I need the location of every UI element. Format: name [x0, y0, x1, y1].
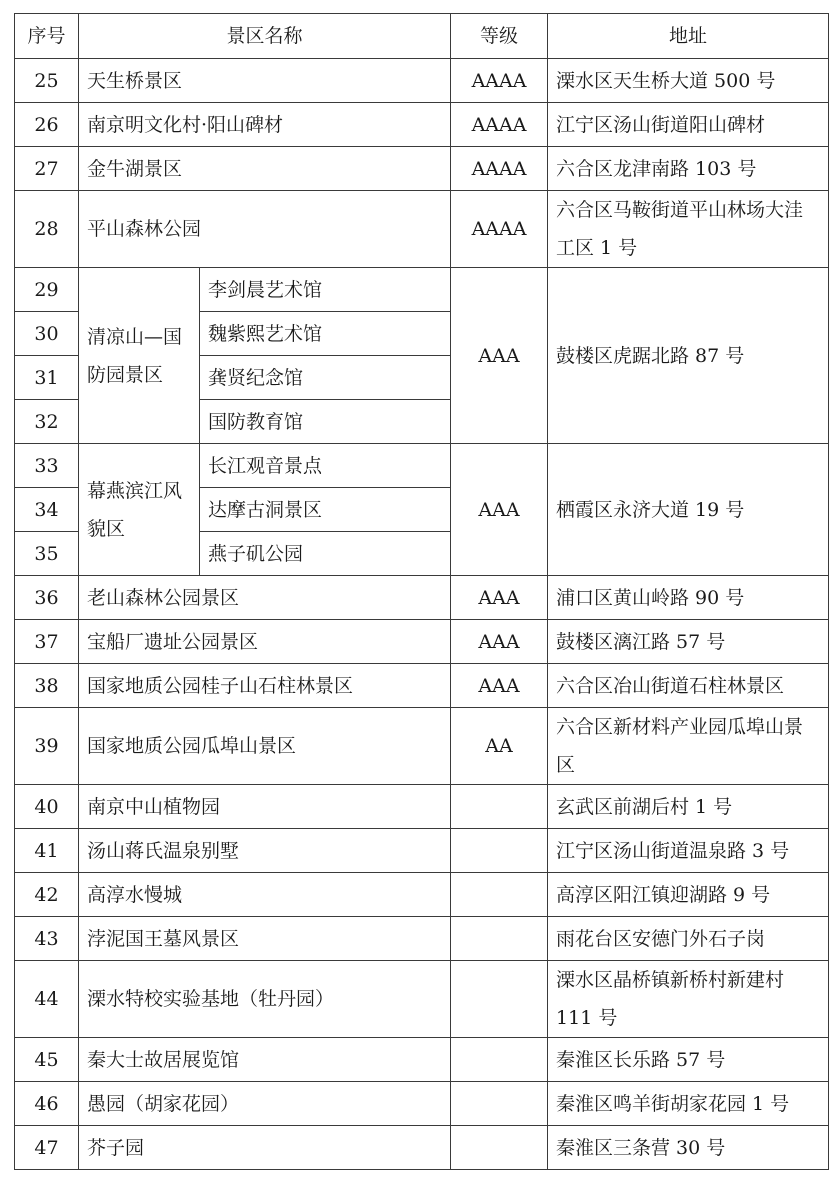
sub-name: 魏紫熙艺术馆: [200, 312, 451, 356]
row-address: 鼓楼区漓江路 57 号: [548, 620, 829, 664]
scenic-spots-table: [14, 13, 829, 1170]
row-address: 秦淮区鸣羊街胡家花园 1 号: [548, 1082, 829, 1126]
row-address: 江宁区汤山街道阳山碑材: [548, 103, 829, 147]
row-address: 六合区龙津南路 103 号: [548, 147, 829, 191]
row-name: 平山森林公园: [79, 191, 451, 268]
group-name: 幕燕滨江风貌区: [79, 444, 200, 576]
table-row: [15, 829, 829, 873]
row-grade: [451, 1082, 548, 1126]
row-no: 32: [15, 400, 79, 444]
row-name: 秦大士故居展览馆: [79, 1038, 451, 1082]
row-no: 40: [15, 785, 79, 829]
row-no: 28: [15, 191, 79, 268]
group-grade: AAA: [451, 268, 548, 444]
row-address: 秦淮区长乐路 57 号: [548, 1038, 829, 1082]
table-row: [15, 785, 829, 829]
row-no: 36: [15, 576, 79, 620]
row-address: 溧水区晶桥镇新桥村新建村 111 号: [548, 961, 829, 1038]
row-grade: AAAA: [451, 59, 548, 103]
group-address: 鼓楼区虎踞北路 87 号: [548, 268, 829, 444]
row-grade: AAAA: [451, 191, 548, 268]
row-grade: AA: [451, 708, 548, 785]
row-name: 浡泥国王墓风景区: [79, 917, 451, 961]
row-grade: [451, 961, 548, 1038]
header-grade: 等级: [451, 14, 548, 59]
row-no: 42: [15, 873, 79, 917]
row-grade: [451, 785, 548, 829]
row-no: 39: [15, 708, 79, 785]
row-no: 37: [15, 620, 79, 664]
row-address: 雨花台区安德门外石子岗: [548, 917, 829, 961]
row-address: 江宁区汤山街道温泉路 3 号: [548, 829, 829, 873]
table-row: [15, 59, 829, 103]
row-grade: AAAA: [451, 103, 548, 147]
row-no: 34: [15, 488, 79, 532]
row-grade: [451, 873, 548, 917]
row-address: 高淳区阳江镇迎湖路 9 号: [548, 873, 829, 917]
table-row: [15, 576, 829, 620]
row-name: 天生桥景区: [79, 59, 451, 103]
row-no: 46: [15, 1082, 79, 1126]
header-name: 景区名称: [79, 14, 451, 59]
sub-name: 李剑晨艺术馆: [200, 268, 451, 312]
group-grade: AAA: [451, 444, 548, 576]
row-name: 国家地质公园桂子山石柱林景区: [79, 664, 451, 708]
row-address: 溧水区天生桥大道 500 号: [548, 59, 829, 103]
table-row: [15, 708, 829, 785]
sub-name: 龚贤纪念馆: [200, 356, 451, 400]
row-address: 玄武区前湖后村 1 号: [548, 785, 829, 829]
row-grade: AAA: [451, 620, 548, 664]
row-no: 41: [15, 829, 79, 873]
row-no: 26: [15, 103, 79, 147]
table-row: [15, 1038, 829, 1082]
table-header-row: [15, 14, 829, 59]
table-row: [15, 917, 829, 961]
row-name: 愚园（胡家花园）: [79, 1082, 451, 1126]
row-address: 六合区冶山街道石柱林景区: [548, 664, 829, 708]
row-no: 27: [15, 147, 79, 191]
row-no: 29: [15, 268, 79, 312]
row-no: 38: [15, 664, 79, 708]
table-row: [15, 961, 829, 1038]
table-row: [15, 620, 829, 664]
row-name: 南京明文化村·阳山碑材: [79, 103, 451, 147]
table-row: [15, 1082, 829, 1126]
row-name: 高淳水慢城: [79, 873, 451, 917]
header-no: 序号: [15, 14, 79, 59]
row-name: 老山森林公园景区: [79, 576, 451, 620]
table-row: [15, 147, 829, 191]
row-address: 六合区新材料产业园瓜埠山景区: [548, 708, 829, 785]
row-address: 浦口区黄山岭路 90 号: [548, 576, 829, 620]
group-name: 清凉山—国防园景区: [79, 268, 200, 444]
row-grade: AAA: [451, 664, 548, 708]
row-no: 35: [15, 532, 79, 576]
table-row: [15, 873, 829, 917]
row-grade: [451, 1126, 548, 1170]
row-name: 宝船厂遗址公园景区: [79, 620, 451, 664]
row-grade: [451, 917, 548, 961]
sub-name: 燕子矶公园: [200, 532, 451, 576]
table-row: [15, 664, 829, 708]
row-grade: [451, 1038, 548, 1082]
row-grade: AAAA: [451, 147, 548, 191]
row-no: 31: [15, 356, 79, 400]
row-grade: [451, 829, 548, 873]
sub-name: 长江观音景点: [200, 444, 451, 488]
header-address: 地址: [548, 14, 829, 59]
table-row: [15, 103, 829, 147]
row-no: 44: [15, 961, 79, 1038]
sub-name: 达摩古洞景区: [200, 488, 451, 532]
group-address: 栖霞区永济大道 19 号: [548, 444, 829, 576]
row-no: 25: [15, 59, 79, 103]
row-name: 南京中山植物园: [79, 785, 451, 829]
row-no: 33: [15, 444, 79, 488]
table-row: [15, 268, 829, 312]
row-no: 30: [15, 312, 79, 356]
row-name: 国家地质公园瓜埠山景区: [79, 708, 451, 785]
row-name: 芥子园: [79, 1126, 451, 1170]
row-no: 43: [15, 917, 79, 961]
row-name: 金牛湖景区: [79, 147, 451, 191]
table-row: [15, 191, 829, 268]
row-name: 溧水特校实验基地（牡丹园）: [79, 961, 451, 1038]
row-address: 秦淮区三条营 30 号: [548, 1126, 829, 1170]
row-no: 47: [15, 1126, 79, 1170]
row-grade: AAA: [451, 576, 548, 620]
row-name: 汤山蒋氏温泉别墅: [79, 829, 451, 873]
table-row: [15, 444, 829, 488]
sub-name: 国防教育馆: [200, 400, 451, 444]
row-no: 45: [15, 1038, 79, 1082]
row-address: 六合区马鞍街道平山林场大洼工区 1 号: [548, 191, 829, 268]
table-row: [15, 1126, 829, 1170]
